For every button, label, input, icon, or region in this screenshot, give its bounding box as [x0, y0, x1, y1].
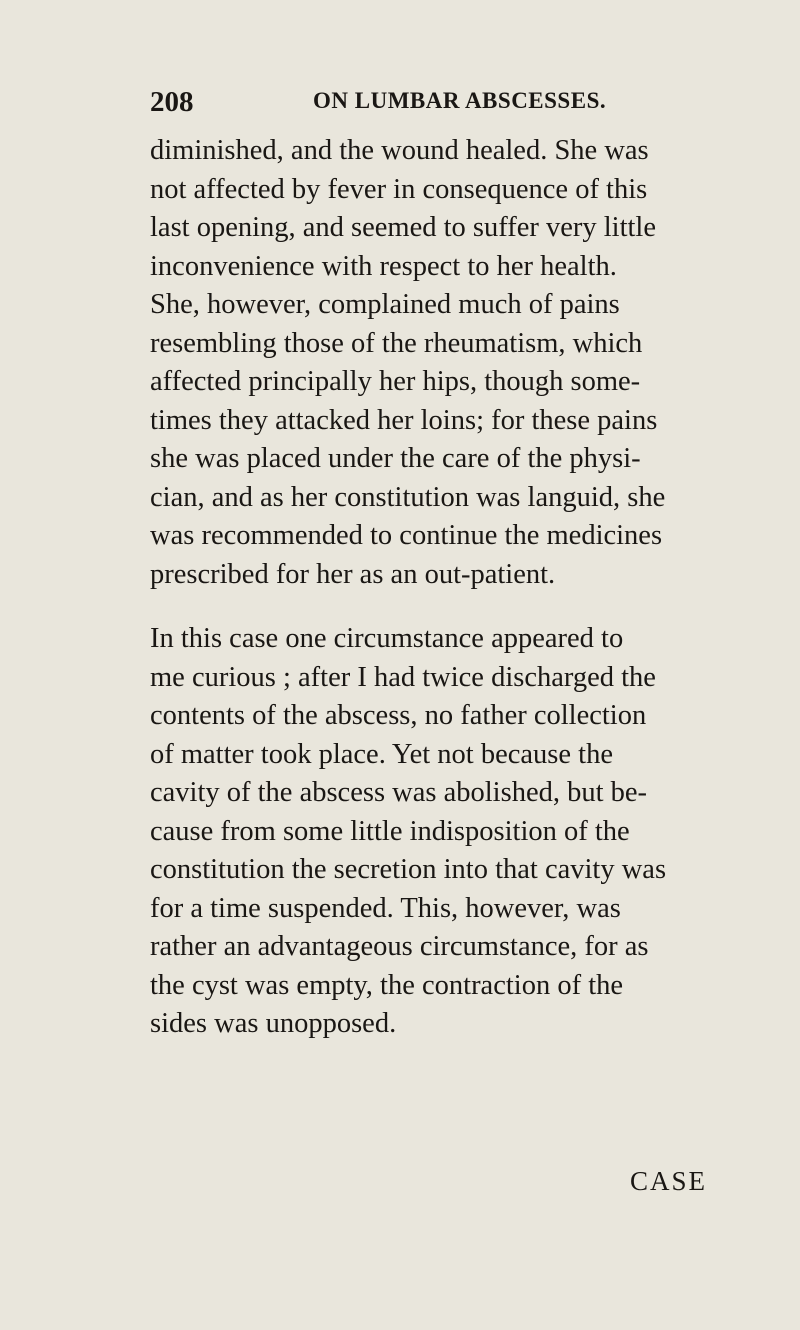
paragraph-1	[150, 132, 770, 594]
text-line: resembling those of the rheumatism, which	[150, 327, 643, 359]
text-line: for a time suspended. This, however, was	[150, 892, 621, 924]
text-line: me curious ; after I had twice discharged the	[150, 661, 656, 693]
text-line: In this case one circumstance appeared to	[150, 623, 624, 654]
text-line: She, however, complained much of pains	[150, 289, 620, 320]
text-line: rather an advantageous circumstance, for as	[150, 931, 649, 962]
page-header	[150, 86, 760, 126]
text-line: cause from some little indisposition of the	[150, 815, 630, 847]
page-number: 208	[150, 86, 194, 118]
text-line: last opening, and seemed to suffer very little	[150, 212, 657, 243]
text-line: affected principally her hips, though some-	[150, 366, 641, 397]
text-line: not affected by fever in consequence of this	[150, 173, 648, 205]
text-line: contents of the abscess, no father collection	[150, 700, 647, 731]
text-line: prescribed for her as an out-patient.	[150, 558, 556, 590]
body-text	[150, 132, 770, 1044]
text-line: constitution the secretion into that cavity was	[150, 854, 667, 885]
text-line: times they attacked her loins; for these pains	[150, 404, 658, 436]
text-line: the cyst was empty, the contraction of the	[150, 969, 624, 1001]
text-line: of matter took place. Yet not because the	[150, 738, 613, 770]
running-head: ON LUMBAR ABSCESSES.	[313, 88, 607, 113]
text-line: sides was unopposed.	[150, 1008, 397, 1039]
text-line: diminished, and the wound healed. She was	[150, 135, 649, 166]
paragraph-2	[150, 620, 770, 1044]
paragraph-spacer	[150, 594, 770, 620]
text-line: cavity of the abscess was abolished, but be-	[150, 777, 648, 808]
text-line: cian, and as her constitution was languid, she	[150, 481, 666, 513]
text-line: was recommended to continue the medicines	[150, 520, 663, 551]
text-line: inconvenience with respect to her health.	[150, 250, 617, 282]
text-line: she was placed under the care of the physi-	[150, 443, 641, 474]
catchword: CASE	[630, 1166, 708, 1196]
